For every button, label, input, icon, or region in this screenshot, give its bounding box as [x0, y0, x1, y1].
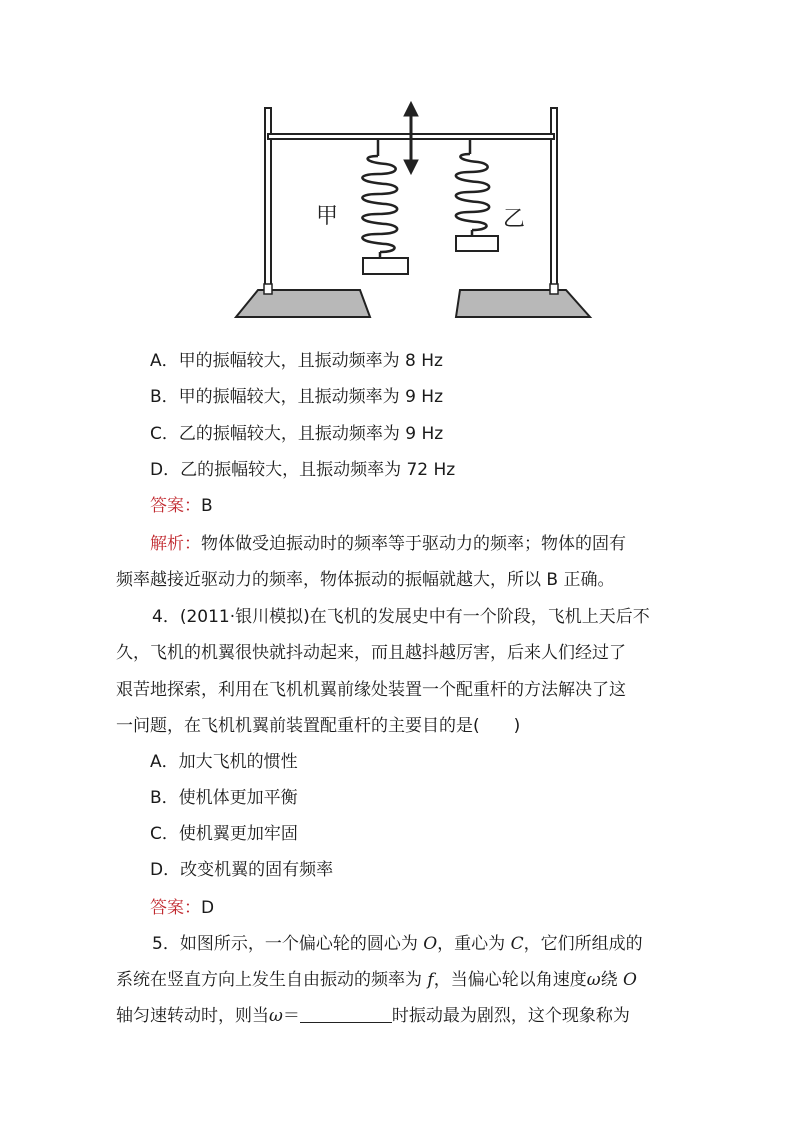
symbol-omega: ω [269, 1006, 283, 1026]
spring-left [362, 139, 397, 258]
q3-analysis-line1 [150, 532, 793, 556]
symbol-o: O [423, 934, 438, 954]
q4-option-d: D．改变机翼的固有频率 [150, 860, 334, 880]
spring-figure [228, 100, 598, 328]
q4-option-a: A．加大飞机的惯性 [150, 752, 298, 772]
symbol-o: O [622, 970, 637, 990]
left-base-plate [236, 290, 370, 317]
q4-line3: 艰苦地探索，利用在飞机机翼前缘处装置一个配重杆的方法解决了这 [116, 680, 626, 700]
answer-blank[interactable] [300, 1004, 392, 1023]
symbol-f: f [427, 970, 434, 990]
label-jia: 甲 [316, 204, 339, 229]
q5-text: 轴匀速转动时，则当 [116, 1006, 269, 1026]
q4-option-b: B．使机体更加平衡 [150, 788, 298, 808]
q4-line2: 久，飞机的机翼很快就抖动起来，而且越抖越厉害，后来人们经过了 [116, 643, 626, 663]
q3-answer [150, 494, 793, 518]
spring-diagram [228, 100, 598, 328]
q5-text: ，当偏心轮以角速度 [433, 970, 587, 990]
q5-line3 [116, 1004, 793, 1028]
q5-text: 绕 [600, 970, 623, 990]
answer-value: D [201, 898, 215, 918]
answer-label: 答案： [150, 496, 201, 516]
label-yi: 乙 [503, 207, 526, 232]
equals-sign: ＝ [282, 1006, 300, 1026]
analysis-text: 物体做受迫振动时的频率等于驱动力的频率；物体的固有 [201, 534, 626, 554]
q3-option-d: D．乙的振幅较大，且振动频率为 72 Hz [150, 460, 456, 480]
q3-option-c: C．乙的振幅较大，且振动频率为 9 Hz [150, 424, 444, 444]
mass-left [363, 258, 408, 274]
spring-right [456, 139, 489, 236]
q5-text: 时振动最为剧烈，这个现象称为 [391, 1006, 630, 1026]
answer-value: B [201, 496, 213, 516]
q3-option-b: B．甲的振幅较大，且振动频率为 9 Hz [150, 387, 443, 407]
right-base-plate [456, 290, 590, 317]
q5-text: 系统在竖直方向上发生自由振动的频率为 [116, 970, 428, 990]
q4-line1: 4．(2011·银川模拟)在飞机的发展史中有一个阶段，飞机上天后不 [152, 607, 650, 627]
symbol-omega: ω [586, 970, 601, 990]
q4-option-c: C．使机翼更加牢固 [150, 824, 298, 844]
analysis-label: 解析： [150, 534, 201, 554]
q5-text: ，它们所组成的 [523, 934, 643, 954]
q4-line4: 一问题，在飞机机翼前装置配重杆的主要目的是( ) [116, 716, 521, 736]
answer-label: 答案： [150, 898, 201, 918]
q3-analysis-line2: 频率越接近驱动力的频率，物体振动的振幅就越大，所以 B 正确。 [116, 570, 615, 590]
symbol-c: C [510, 934, 524, 954]
mass-right [456, 236, 498, 251]
q5-text: ，重心为 [437, 934, 511, 954]
q4-answer [150, 896, 793, 920]
q5-line2 [116, 968, 793, 992]
q3-option-a: A．甲的振幅较大，且振动频率为 8 Hz [150, 351, 443, 371]
q5-text: 5．如图所示，一个偏心轮的圆心为 [152, 934, 424, 954]
q5-line1 [152, 932, 793, 956]
